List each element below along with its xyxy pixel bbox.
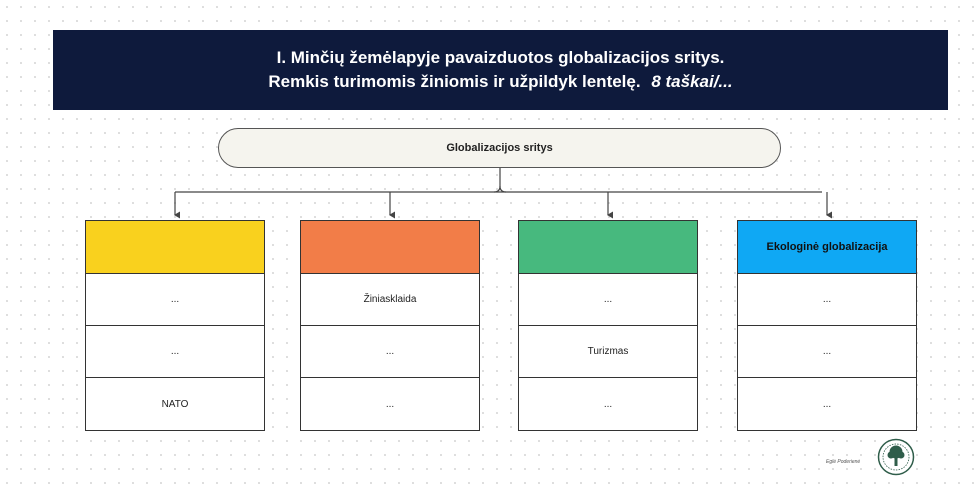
column-2-cell-2: ... (301, 326, 479, 378)
instruction-text: Remkis turimomis žiniomis ir užpildyk lentelę. (268, 72, 641, 91)
root-node-label: Globalizacijos sritys (446, 142, 553, 154)
column-3-header (519, 221, 697, 274)
author-signature: Eglė Poderienė (826, 459, 861, 465)
column-3-cell-3: ... (603, 398, 613, 410)
column-1-header (86, 221, 264, 274)
column-4-cell-1: ... (738, 274, 916, 326)
column-1-cell-2: ... (86, 326, 264, 378)
column-3-cell-2: Turizmas (519, 326, 697, 378)
column-4-header: Ekologinė globalizacija (738, 221, 916, 274)
points-text: 8 taškai/... (651, 72, 733, 91)
column-2-header (301, 221, 479, 274)
column-2 (300, 220, 480, 431)
column-1 (85, 220, 265, 431)
school-emblem-icon (877, 438, 915, 476)
connector-trunk (494, 168, 500, 192)
connector-trunk-right (500, 186, 506, 192)
column-1-cell-3: NATO (161, 398, 189, 410)
column-4-cell-2: ... (738, 326, 916, 378)
column-4 (737, 220, 917, 431)
column-3 (518, 220, 698, 431)
column-2-cell-1: Žiniasklaida (301, 274, 479, 326)
column-2-cell-3: ... (385, 398, 395, 410)
column-4-cell-3: ... (822, 398, 832, 410)
title-line-1: I. Minčių žemėlapyje pavaizduotos globalizacijos sritys. (276, 48, 725, 67)
column-1-cell-1: ... (86, 274, 264, 326)
column-3-cell-1: ... (519, 274, 697, 326)
